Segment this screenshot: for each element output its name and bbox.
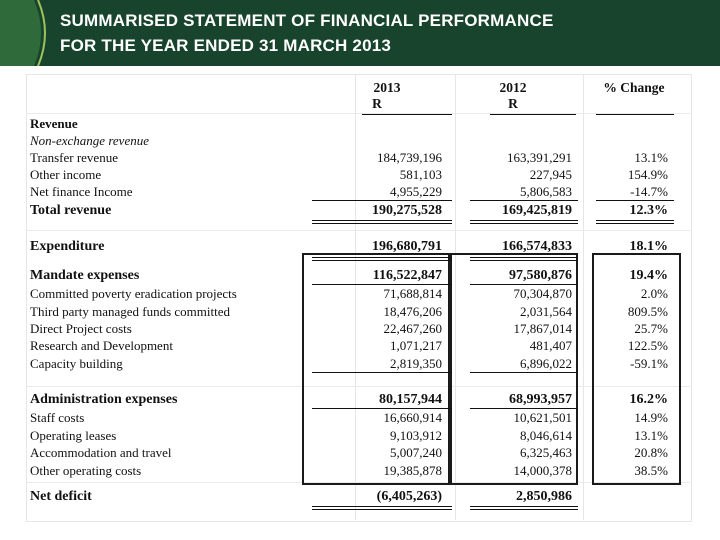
- value-2013: 22,467,260: [383, 321, 442, 336]
- table-row: [30, 304, 670, 321]
- row-label: Transfer revenue: [30, 150, 118, 165]
- row-label: Direct Project costs: [30, 321, 132, 336]
- table-row: [30, 463, 670, 480]
- value-2012: 166,574,833: [502, 239, 572, 254]
- col-header-change: % Change: [603, 80, 665, 95]
- col-header-2012: 2012: [499, 80, 527, 95]
- grid-line: [26, 230, 690, 231]
- value-2012: 2,031,564: [520, 304, 572, 319]
- table-row: [30, 203, 670, 220]
- title-line-1: SUMMARISED STATEMENT OF FINANCIAL PERFORMANCE: [60, 11, 554, 30]
- table-row: [30, 116, 670, 133]
- value-2012: 17,867,014: [513, 321, 572, 336]
- value-2012: 163,391,291: [507, 150, 572, 165]
- banner-accent-graphic: [0, 0, 48, 66]
- value-2012: 481,407: [529, 338, 572, 353]
- row-label: Revenue: [30, 116, 78, 131]
- value-2012: 14,000,378: [513, 463, 572, 478]
- table-row: [30, 338, 670, 355]
- value-change: -59.1%: [630, 356, 668, 371]
- table-row: [30, 489, 670, 506]
- value-2012: 97,580,876: [509, 268, 572, 283]
- row-label: Administration expenses: [30, 392, 178, 407]
- table-row: [30, 286, 670, 303]
- col-unit-2013: R: [372, 96, 382, 111]
- table-row: [30, 150, 670, 167]
- value-2013: 9,103,912: [390, 428, 442, 443]
- row-label: Committed poverty eradication projects: [30, 286, 237, 301]
- value-2012: 10,621,501: [513, 410, 572, 425]
- total-double-underline: [470, 506, 578, 510]
- table-row: [30, 392, 670, 409]
- col-header-2013: 2013: [373, 80, 401, 95]
- total-double-underline: [312, 257, 452, 261]
- table-row: [30, 268, 670, 285]
- row-label: Mandate expenses: [30, 268, 140, 283]
- value-2013: 116,522,847: [372, 268, 442, 283]
- value-change: 13.1%: [634, 428, 668, 443]
- subtotal-underline: [470, 372, 578, 373]
- total-double-underline: [596, 220, 674, 224]
- value-2013: 184,739,196: [377, 150, 442, 165]
- value-2013: 80,157,944: [379, 392, 442, 407]
- value-2013: 190,275,528: [372, 203, 442, 218]
- value-change: -14.7%: [630, 184, 668, 199]
- title-banner: [0, 0, 720, 66]
- value-2012: 8,046,614: [520, 428, 572, 443]
- subtotal-underline: [312, 284, 452, 285]
- subtotal-underline: [470, 284, 578, 285]
- value-2012: 2,850,986: [516, 489, 572, 504]
- value-change: 18.1%: [629, 239, 668, 254]
- row-label: Other operating costs: [30, 463, 142, 478]
- value-2012: 169,425,819: [502, 203, 572, 218]
- table-row: [30, 239, 670, 256]
- value-change: 25.7%: [634, 321, 668, 336]
- value-change: 19.4%: [629, 268, 668, 283]
- value-change: 14.9%: [634, 410, 668, 425]
- row-label: Operating leases: [30, 428, 117, 443]
- value-2012: 6,896,022: [520, 356, 572, 371]
- row-label: Capacity building: [30, 356, 123, 371]
- grid-line: [26, 113, 690, 114]
- value-change: 122.5%: [627, 338, 668, 353]
- row-label: Research and Development: [30, 338, 173, 353]
- subtotal-underline: [312, 372, 452, 373]
- value-change: 154.9%: [627, 167, 668, 182]
- table-row: [30, 167, 670, 184]
- row-label: Staff costs: [30, 410, 85, 425]
- header-underline: [596, 114, 674, 115]
- value-2013: 196,680,791: [372, 239, 442, 254]
- value-2013: 1,071,217: [390, 338, 442, 353]
- value-change: 809.5%: [627, 304, 668, 319]
- row-label: Expenditure: [30, 239, 105, 254]
- value-2013: 16,660,914: [383, 410, 442, 425]
- row-label: Other income: [30, 167, 102, 182]
- subtotal-underline: [596, 200, 674, 201]
- row-label: Net finance Income: [30, 184, 133, 199]
- value-change: 2.0%: [640, 286, 668, 301]
- subtotal-underline: [470, 408, 578, 409]
- table-row: [30, 356, 670, 373]
- subtotal-underline: [470, 200, 578, 201]
- row-label: Net deficit: [30, 489, 92, 504]
- total-double-underline: [312, 506, 452, 510]
- value-2013: 71,688,814: [383, 286, 442, 301]
- row-label: Third party managed funds committed: [30, 304, 231, 319]
- col-unit-2012: R: [508, 96, 518, 111]
- value-change: 16.2%: [629, 392, 668, 407]
- value-change: 12.3%: [629, 203, 668, 218]
- value-2013: 18,476,206: [383, 304, 442, 319]
- value-2013: 5,007,240: [390, 445, 442, 460]
- title-line-2: FOR THE YEAR ENDED 31 MARCH 2013: [60, 36, 392, 55]
- table-row: [30, 133, 670, 150]
- header-underline: [362, 114, 452, 115]
- value-2012: 70,304,870: [513, 286, 572, 301]
- value-2013: (6,405,263): [376, 489, 442, 504]
- value-2012: 227,945: [529, 167, 572, 182]
- value-change: 20.8%: [634, 445, 668, 460]
- row-label: Total revenue: [30, 203, 112, 218]
- value-2012: 68,993,957: [509, 392, 572, 407]
- total-double-underline: [470, 257, 578, 261]
- row-label: Accommodation and travel: [30, 445, 172, 460]
- value-2013: 4,955,229: [390, 184, 442, 199]
- row-label: Non-exchange revenue: [30, 133, 149, 148]
- table-row: [30, 410, 670, 427]
- header-underline: [490, 114, 576, 115]
- subtotal-underline: [312, 408, 452, 409]
- value-2012: 5,806,583: [520, 184, 572, 199]
- value-2013: 2,819,350: [390, 356, 442, 371]
- value-change: 38.5%: [634, 463, 668, 478]
- subtotal-underline: [312, 200, 452, 201]
- value-2013: 19,385,878: [383, 463, 442, 478]
- value-change: 13.1%: [634, 150, 668, 165]
- value-2012: 6,325,463: [520, 445, 572, 460]
- table-row: [30, 445, 670, 462]
- table-row: [30, 321, 670, 338]
- table-row: [30, 184, 670, 201]
- total-double-underline: [470, 220, 578, 224]
- table-row: [30, 428, 670, 445]
- total-double-underline: [312, 220, 452, 224]
- value-2013: 581,103: [399, 167, 442, 182]
